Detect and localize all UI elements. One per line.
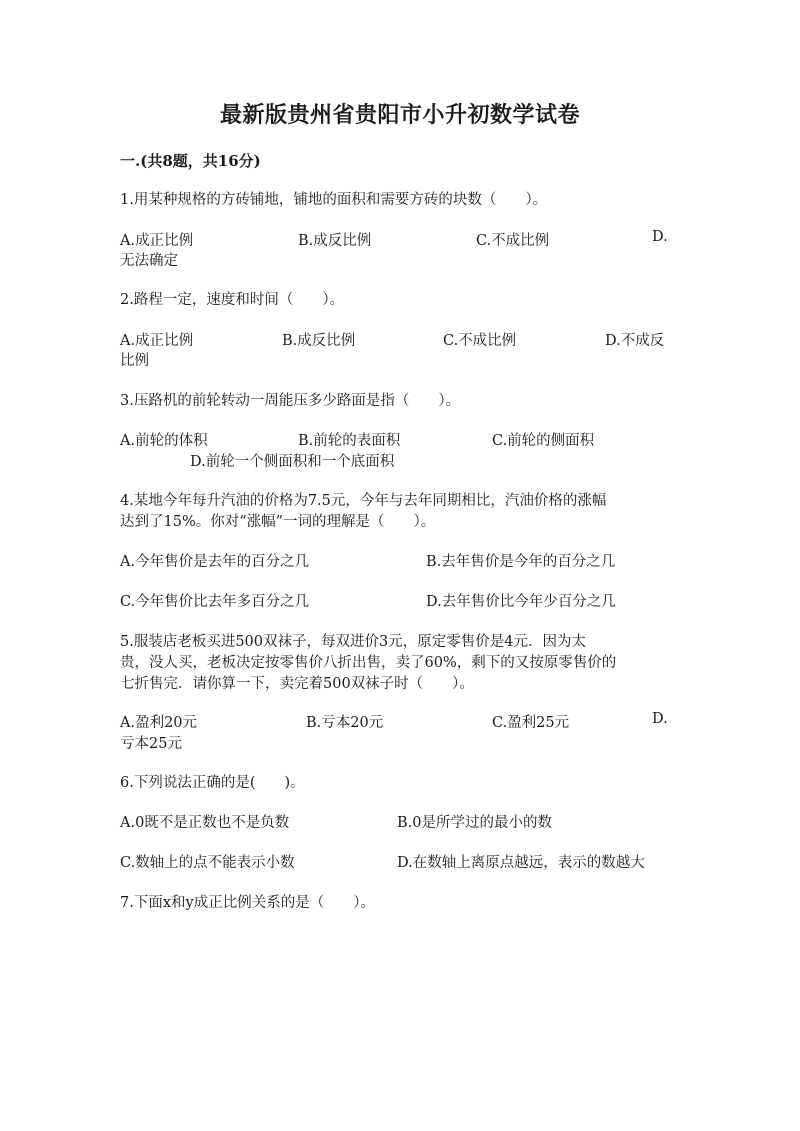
question-3-option-a: A.前轮的体积 [120, 433, 208, 449]
question-2-option-b: B.成反比例 [282, 333, 356, 349]
question-5-stem-line-1: 5.服装店老板买进500双袜子，每双进价3元，原定零售价是4元．因为太 [120, 634, 586, 650]
question-5-option-d-text: 亏本25元 [120, 736, 182, 752]
question-2-option-a: A.成正比例 [120, 333, 194, 349]
question-3-stem: 3.压路机的前轮转动一周能压多少路面是指（ ）。 [120, 393, 461, 409]
question-6-stem: 6.下列说法正确的是( )。 [120, 775, 305, 791]
exam-title: 最新版贵州省贵阳市小升初数学试卷 [219, 102, 580, 128]
question-3-option-b: B.前轮的表面积 [298, 433, 401, 449]
section-heading: 一.(共8题，共16分) [120, 152, 261, 170]
question-2-option-d: D.不成反 [605, 333, 665, 349]
question-1-option-a: A.成正比例 [120, 233, 194, 249]
question-7-stem: 7.下面x和y成正比例关系的是（ ）。 [120, 895, 375, 911]
question-5-stem-line-3: 七折售完．请你算一下，卖完着500双袜子时（ ）。 [120, 676, 474, 692]
question-6-option-d: D.在数轴上离原点越远，表示的数越大 [397, 855, 645, 871]
question-1-option-c: C.不成比例 [476, 233, 550, 249]
question-2-option-d-text: 比例 [120, 353, 149, 369]
question-1-option-b: B.成反比例 [298, 233, 372, 249]
question-4-option-b: B.去年售价是今年的百分之几 [426, 554, 616, 570]
question-1-option-d-text: 无法确定 [120, 253, 178, 269]
question-4-stem-line-2: 达到了15%。你对“涨幅”一词的理解是（ ）。 [120, 514, 436, 530]
question-4-option-d: D.去年售价比今年少百分之几 [426, 594, 616, 610]
question-5-option-a: A.盈利20元 [120, 715, 198, 731]
question-3-option-d: D.前轮一个侧面积和一个底面积 [190, 454, 395, 470]
question-5-option-b: B.亏本20元 [306, 715, 384, 731]
question-3-option-c: C.前轮的侧面积 [492, 433, 595, 449]
question-6-option-a: A.0既不是正数也不是负数 [120, 815, 290, 831]
question-4-option-c: C.今年售价比去年多百分之几 [120, 594, 310, 610]
question-1-option-d: D. [652, 229, 668, 245]
question-2-stem: 2.路程一定，速度和时间（ ）。 [120, 292, 345, 308]
question-2-option-c: C.不成比例 [443, 333, 517, 349]
question-4-stem-line-1: 4.某地今年每升汽油的价格为7.5元，今年与去年同期相比，汽油价格的涨幅 [120, 493, 607, 509]
question-4-option-a: A.今年售价是去年的百分之几 [120, 554, 310, 570]
question-5-stem-line-2: 贵，没人买，老板决定按零售价八折出售，卖了60%，剩下的又按原零售价的 [120, 655, 617, 671]
question-1-stem: 1.用某种规格的方砖铺地，铺地的面积和需要方砖的块数（ ）。 [120, 192, 548, 208]
question-6-option-c: C.数轴上的点不能表示小数 [120, 855, 295, 871]
question-5-option-d: D. [652, 711, 668, 727]
question-5-option-c: C.盈利25元 [492, 715, 570, 731]
question-6-option-b: B.0是所学过的最小的数 [397, 815, 552, 831]
